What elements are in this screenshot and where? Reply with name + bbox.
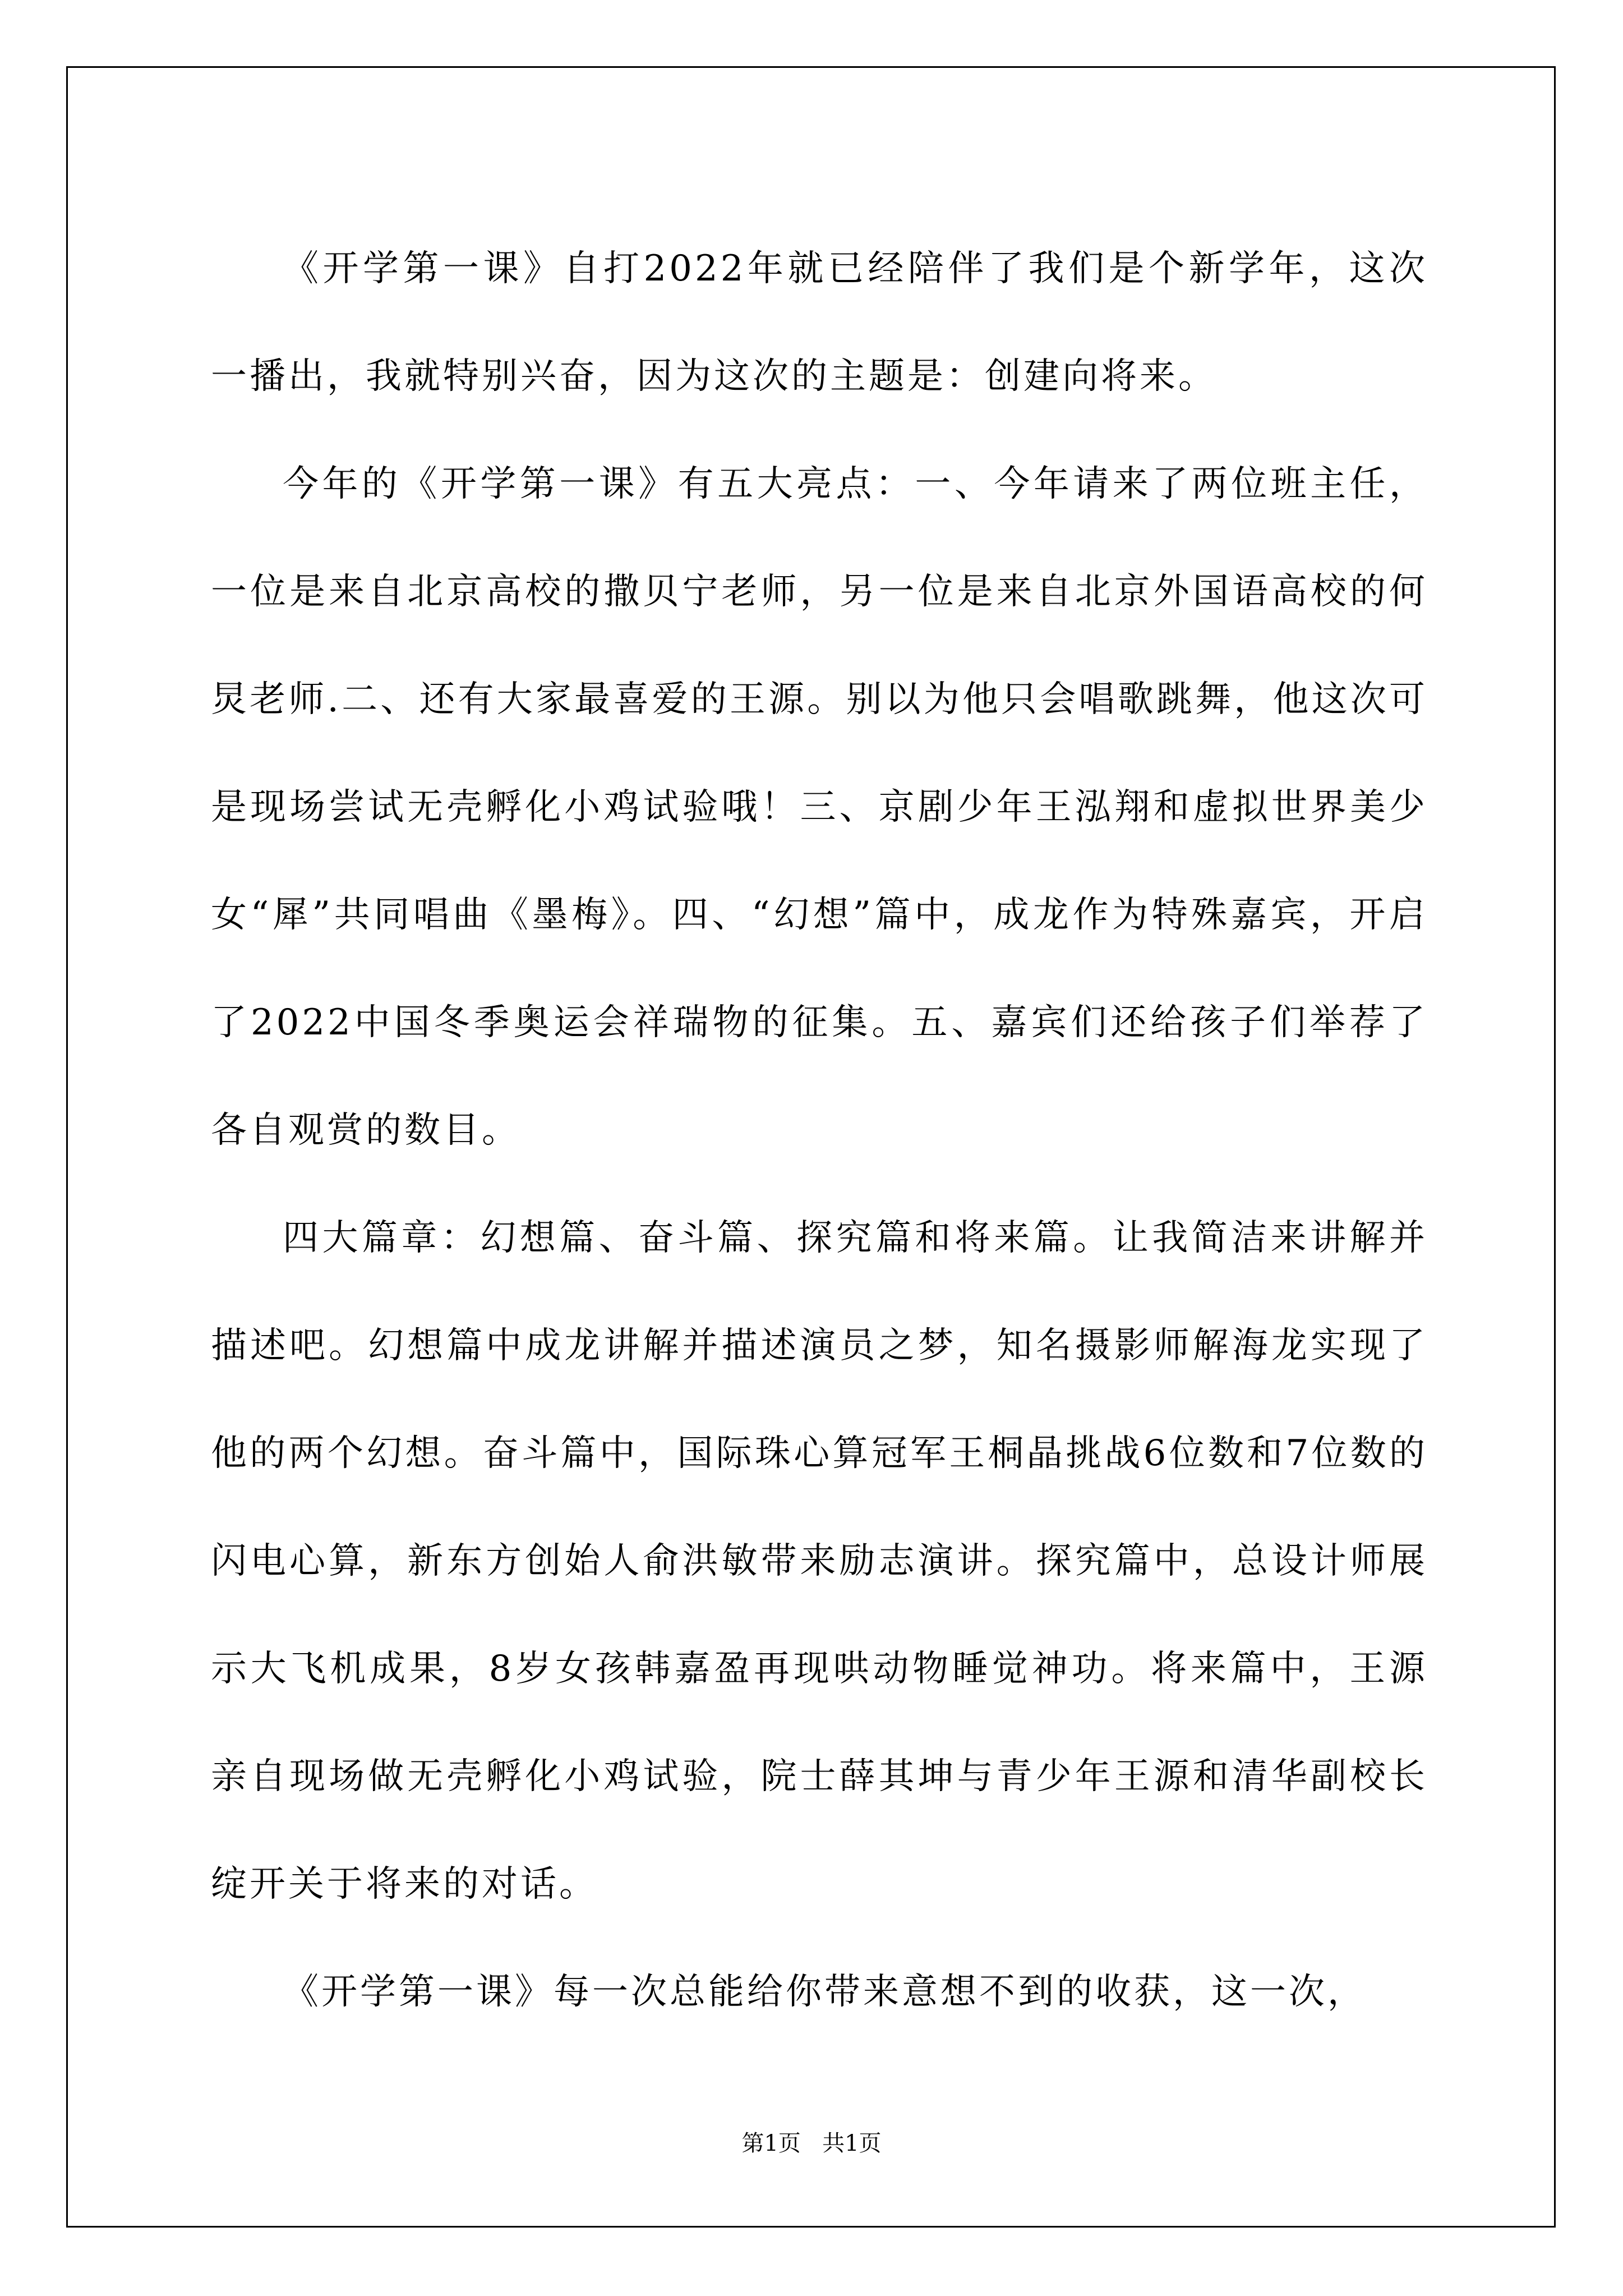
page-footer	[0, 2129, 1623, 2157]
document-body	[211, 215, 1428, 2046]
page-total: 共1页	[822, 2131, 882, 2156]
paragraph-2: 今年的《开学第一课》有五大亮点：一、今年请来了两位班主任，一位是来自北京高校的撒贝宁老师，另一位是来自北京外国语高校的何炅老师.二、还有大家最喜爱的王源。别以为他只会唱歌跳舞，他这次可是现场尝试无壳孵化小鸡试验哦！三、京剧少年王泓翔和虚拟世界美少女“犀”共同唱曲《墨梅》。四、“幻想”篇中，成龙作为特殊嘉宾，开启了2022中国冬季奥运会祥瑞物的征集。五、嘉宾们还给孩子们举荐了各自观赏的数目。	[211, 463, 1428, 1151]
paragraph-3: 四大篇章：幻想篇、奋斗篇、探究篇和将来篇。让我简洁来讲解并描述吧。幻想篇中成龙讲解并描述演员之梦，知名摄影师解海龙实现了他的两个幻想。奋斗篇中，国际珠心算冠军王桐晶挑战6位数和7位数的闪电心算，新东方创始人俞洪敏带来励志演讲。探究篇中，总设计师展示大飞机成果，8岁女孩韩嘉盈再现哄动物睡觉神功。将来篇中，王源亲自现场做无壳孵化小鸡试验，院士薛其坤与青少年王源和清华副校长绽开关于将来的对话。	[211, 1217, 1428, 1905]
paragraph-1: 《开学第一课》自打2022年就已经陪伴了我们是个新学年，这次一播出，我就特别兴奋，因为这次的主题是：创建向将来。	[211, 248, 1428, 397]
paragraph-4: 《开学第一课》每一次总能给你带来意想不到的收获，这一次，	[283, 1971, 1366, 2013]
page-number: 第1页	[741, 2131, 801, 2156]
